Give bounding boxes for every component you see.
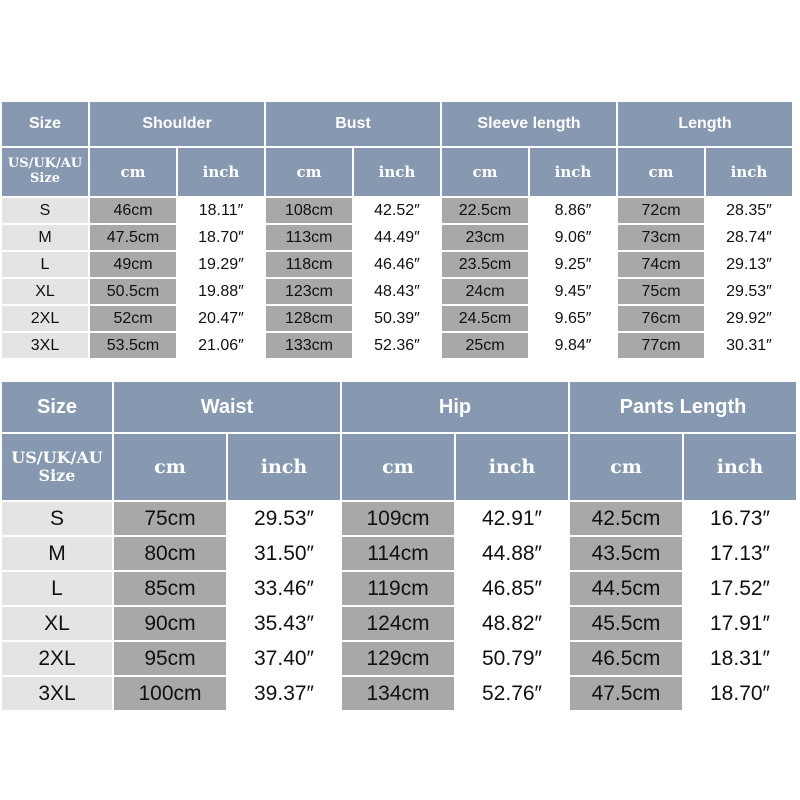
pants-length-cm-cell: 44.5cm bbox=[570, 572, 682, 605]
waist-cm-cell: 95cm bbox=[114, 642, 226, 675]
waist-inch-cell: 33.46″ bbox=[228, 572, 340, 605]
size-cell: M bbox=[2, 537, 112, 570]
size-cell: XL bbox=[2, 279, 88, 304]
waist-inch-cell: 39.37″ bbox=[228, 677, 340, 710]
sleeve-inch-cell: 9.65″ bbox=[530, 306, 616, 331]
waist-cm-cell: 85cm bbox=[114, 572, 226, 605]
waist-inch-cell: 29.53″ bbox=[228, 502, 340, 535]
bust-inch-cell: 48.43″ bbox=[354, 279, 440, 304]
waist-cm-cell: 90cm bbox=[114, 607, 226, 640]
pants-length-cm-cell: 46.5cm bbox=[570, 642, 682, 675]
sleeve-cm-cell: 23.5cm bbox=[442, 252, 528, 277]
size-cell: L bbox=[2, 572, 112, 605]
hip-cm-cell: 134cm bbox=[342, 677, 454, 710]
bust-inch-cell: 46.46″ bbox=[354, 252, 440, 277]
unit-inch-header: inch bbox=[178, 148, 264, 196]
unit-cm-header: cm bbox=[266, 148, 352, 196]
size-cell: XL bbox=[2, 607, 112, 640]
sleeve-inch-cell: 9.45″ bbox=[530, 279, 616, 304]
unit-inch-header: inch bbox=[684, 434, 796, 500]
pants-length-cm-cell: 45.5cm bbox=[570, 607, 682, 640]
size-cell: S bbox=[2, 502, 112, 535]
unit-cm-header: cm bbox=[570, 434, 682, 500]
unit-cm-header: cm bbox=[618, 148, 704, 196]
bust-inch-cell: 52.36″ bbox=[354, 333, 440, 358]
size-cell: 3XL bbox=[2, 333, 88, 358]
sleeve-cm-cell: 23cm bbox=[442, 225, 528, 250]
length-inch-cell: 28.74″ bbox=[706, 225, 792, 250]
hip-inch-cell: 48.82″ bbox=[456, 607, 568, 640]
shoulder-cm-cell: 52cm bbox=[90, 306, 176, 331]
shoulder-inch-cell: 19.29″ bbox=[178, 252, 264, 277]
size-header: Size bbox=[2, 102, 88, 146]
waist-header: Waist bbox=[114, 382, 340, 432]
size-region-line2: Size bbox=[38, 466, 76, 485]
unit-inch-header: inch bbox=[706, 148, 792, 196]
pants-length-cm-cell: 43.5cm bbox=[570, 537, 682, 570]
waist-cm-cell: 75cm bbox=[114, 502, 226, 535]
size-cell: 3XL bbox=[2, 677, 112, 710]
size-cell: M bbox=[2, 225, 88, 250]
size-region-header bbox=[2, 434, 112, 500]
unit-cm-header: cm bbox=[90, 148, 176, 196]
bust-cm-cell: 133cm bbox=[266, 333, 352, 358]
bust-header: Bust bbox=[266, 102, 440, 146]
sleeve-cm-cell: 25cm bbox=[442, 333, 528, 358]
top-size-chart bbox=[2, 102, 798, 358]
shoulder-cm-cell: 50.5cm bbox=[90, 279, 176, 304]
size-region-header bbox=[2, 148, 88, 196]
unit-inch-header: inch bbox=[228, 434, 340, 500]
waist-inch-cell: 31.50″ bbox=[228, 537, 340, 570]
length-cm-cell: 76cm bbox=[618, 306, 704, 331]
shoulder-inch-cell: 19.88″ bbox=[178, 279, 264, 304]
length-cm-cell: 74cm bbox=[618, 252, 704, 277]
sleeve-inch-cell: 8.86″ bbox=[530, 198, 616, 223]
size-cell: L bbox=[2, 252, 88, 277]
length-inch-cell: 30.31″ bbox=[706, 333, 792, 358]
size-cell: 2XL bbox=[2, 306, 88, 331]
pants-length-inch-cell: 17.13″ bbox=[684, 537, 796, 570]
hip-cm-cell: 119cm bbox=[342, 572, 454, 605]
hip-inch-cell: 50.79″ bbox=[456, 642, 568, 675]
bottom-size-chart bbox=[2, 382, 798, 710]
size-cell: S bbox=[2, 198, 88, 223]
size-region-line1: US/UK/AU bbox=[7, 156, 83, 172]
size-region-line2: Size bbox=[30, 171, 60, 186]
pants-length-inch-cell: 16.73″ bbox=[684, 502, 796, 535]
shoulder-inch-cell: 18.70″ bbox=[178, 225, 264, 250]
hip-inch-cell: 42.91″ bbox=[456, 502, 568, 535]
waist-cm-cell: 80cm bbox=[114, 537, 226, 570]
length-cm-cell: 72cm bbox=[618, 198, 704, 223]
unit-inch-header: inch bbox=[530, 148, 616, 196]
hip-cm-cell: 114cm bbox=[342, 537, 454, 570]
unit-inch-header: inch bbox=[456, 434, 568, 500]
shoulder-cm-cell: 53.5cm bbox=[90, 333, 176, 358]
bust-cm-cell: 108cm bbox=[266, 198, 352, 223]
unit-inch-header: inch bbox=[354, 148, 440, 196]
length-cm-cell: 77cm bbox=[618, 333, 704, 358]
unit-cm-header: cm bbox=[442, 148, 528, 196]
bust-cm-cell: 113cm bbox=[266, 225, 352, 250]
length-inch-cell: 28.35″ bbox=[706, 198, 792, 223]
waist-cm-cell: 100cm bbox=[114, 677, 226, 710]
shoulder-cm-cell: 47.5cm bbox=[90, 225, 176, 250]
sleeve-length-header: Sleeve length bbox=[442, 102, 616, 146]
length-inch-cell: 29.13″ bbox=[706, 252, 792, 277]
sleeve-inch-cell: 9.06″ bbox=[530, 225, 616, 250]
hip-cm-cell: 124cm bbox=[342, 607, 454, 640]
sleeve-cm-cell: 24.5cm bbox=[442, 306, 528, 331]
bust-inch-cell: 50.39″ bbox=[354, 306, 440, 331]
length-cm-cell: 75cm bbox=[618, 279, 704, 304]
shoulder-inch-cell: 18.11″ bbox=[178, 198, 264, 223]
pants-length-inch-cell: 18.70″ bbox=[684, 677, 796, 710]
unit-cm-header: cm bbox=[342, 434, 454, 500]
sleeve-cm-cell: 22.5cm bbox=[442, 198, 528, 223]
hip-cm-cell: 129cm bbox=[342, 642, 454, 675]
shoulder-inch-cell: 20.47″ bbox=[178, 306, 264, 331]
pants-length-cm-cell: 42.5cm bbox=[570, 502, 682, 535]
shoulder-cm-cell: 49cm bbox=[90, 252, 176, 277]
hip-inch-cell: 46.85″ bbox=[456, 572, 568, 605]
hip-inch-cell: 52.76″ bbox=[456, 677, 568, 710]
length-inch-cell: 29.53″ bbox=[706, 279, 792, 304]
pants-length-header: Pants Length bbox=[570, 382, 796, 432]
length-inch-cell: 29.92″ bbox=[706, 306, 792, 331]
bust-inch-cell: 44.49″ bbox=[354, 225, 440, 250]
size-region-line1: US/UK/AU bbox=[11, 447, 103, 467]
bust-cm-cell: 123cm bbox=[266, 279, 352, 304]
hip-inch-cell: 44.88″ bbox=[456, 537, 568, 570]
pants-length-inch-cell: 17.91″ bbox=[684, 607, 796, 640]
shoulder-cm-cell: 46cm bbox=[90, 198, 176, 223]
bust-cm-cell: 128cm bbox=[266, 306, 352, 331]
pants-length-inch-cell: 18.31″ bbox=[684, 642, 796, 675]
length-cm-cell: 73cm bbox=[618, 225, 704, 250]
size-header: Size bbox=[2, 382, 112, 432]
waist-inch-cell: 35.43″ bbox=[228, 607, 340, 640]
hip-header: Hip bbox=[342, 382, 568, 432]
sleeve-inch-cell: 9.84″ bbox=[530, 333, 616, 358]
length-header: Length bbox=[618, 102, 792, 146]
size-cell: 2XL bbox=[2, 642, 112, 675]
bust-cm-cell: 118cm bbox=[266, 252, 352, 277]
shoulder-header: Shoulder bbox=[90, 102, 264, 146]
shoulder-inch-cell: 21.06″ bbox=[178, 333, 264, 358]
pants-length-cm-cell: 47.5cm bbox=[570, 677, 682, 710]
waist-inch-cell: 37.40″ bbox=[228, 642, 340, 675]
unit-cm-header: cm bbox=[114, 434, 226, 500]
sleeve-cm-cell: 24cm bbox=[442, 279, 528, 304]
sleeve-inch-cell: 9.25″ bbox=[530, 252, 616, 277]
pants-length-inch-cell: 17.52″ bbox=[684, 572, 796, 605]
hip-cm-cell: 109cm bbox=[342, 502, 454, 535]
bust-inch-cell: 42.52″ bbox=[354, 198, 440, 223]
